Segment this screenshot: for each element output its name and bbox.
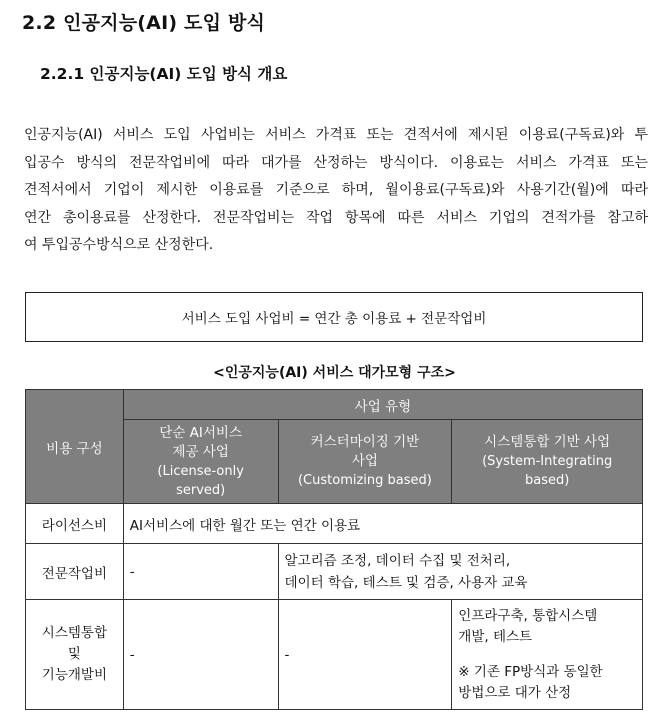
intro-paragraph <box>24 122 648 260</box>
label-line: 기능개발비 <box>41 667 107 683</box>
paragraph-line: 연간 총이용료를 산정한다. 전문작업비는 작업 항목에 따른 서비스 기업의 견적가를 참고하 <box>24 209 648 226</box>
table-row <box>26 600 643 710</box>
table-cell: - <box>123 544 278 600</box>
row-label <box>26 600 124 710</box>
table-caption: <인공지능(AI) 서비스 대가모형 구조> <box>213 365 456 381</box>
formula-text: 서비스 도입 사업비 = 연간 총 이용료 + 전문작업비 <box>181 311 487 327</box>
row-label: 전문작업비 <box>26 544 124 600</box>
label-line: 및 <box>67 646 81 662</box>
header-line: 사업 <box>351 453 378 469</box>
header-line: 커스터마이징 기반 <box>310 434 420 450</box>
header-line: served) <box>176 482 226 498</box>
header-line: based) <box>524 473 570 488</box>
formula-box <box>25 292 643 342</box>
cell-line: 개발, 테스트 <box>458 628 533 645</box>
header-line: (License-only <box>157 463 244 479</box>
system-integration-cell <box>452 600 643 710</box>
table-cell: - <box>278 600 452 710</box>
table-row <box>26 544 643 600</box>
header-line: 단순 AI서비스 <box>159 424 243 441</box>
customizing-header <box>278 420 452 504</box>
header-line: (Customizing based) <box>297 473 432 488</box>
business-type-header: 사업 유형 <box>123 390 642 420</box>
paragraph-line: 여 투입공수방식으로 산정한다. <box>24 237 214 253</box>
cell-line: 알고리즘 조정, 데이터 수집 및 전처리, <box>284 552 511 569</box>
spacer <box>458 648 636 662</box>
license-only-header <box>123 420 278 504</box>
cell-line: 데이터 학습, 테스트 및 검증, 사용자 교육 <box>284 574 528 591</box>
row-label: 라이선스비 <box>26 504 124 544</box>
system-integrating-header <box>452 420 643 504</box>
header-line: 시스템통합 기반 사업 <box>484 434 611 450</box>
license-fee-cell: AI서비스에 대한 월간 또는 연간 이용료 <box>123 504 642 544</box>
header-line: 제공 사업 <box>172 443 229 460</box>
cost-model-table <box>25 389 643 710</box>
label-line: 시스템통합 <box>41 625 107 641</box>
subsection-heading: 2.2.1 인공지능(AI) 도입 방식 개요 <box>40 65 288 83</box>
cost-type-header: 비용 구성 <box>26 390 124 504</box>
header-line: (System-Integrating <box>482 454 613 469</box>
table-row <box>26 504 643 544</box>
paragraph-line: 인공지능(AI) 서비스 도입 사업비는 서비스 가격표 또는 견적서에 제시된 이용료(구독료)와 투 <box>24 127 648 143</box>
cell-note: 방법으로 대가 산정 <box>458 684 572 701</box>
section-heading: 2.2 인공지능(AI) 도입 방식 <box>22 12 266 34</box>
cell-note: ※ 기존 FP방식과 동일한 <box>458 663 603 680</box>
cell-line: 인프라구축, 통합시스템 <box>458 607 598 624</box>
paragraph-line: 견적서에서 기업이 제시한 이용료를 기준으로 하며, 월이용료(구독료)와 사용기간(월)에 따라 <box>24 182 648 198</box>
paragraph-line: 입공수 방식의 전문작업비에 따라 대가를 산정하는 방식이다. 이용료는 서비스 가격표 또는 <box>24 154 648 171</box>
table-cell: - <box>123 600 278 710</box>
professional-work-cell <box>278 544 642 600</box>
